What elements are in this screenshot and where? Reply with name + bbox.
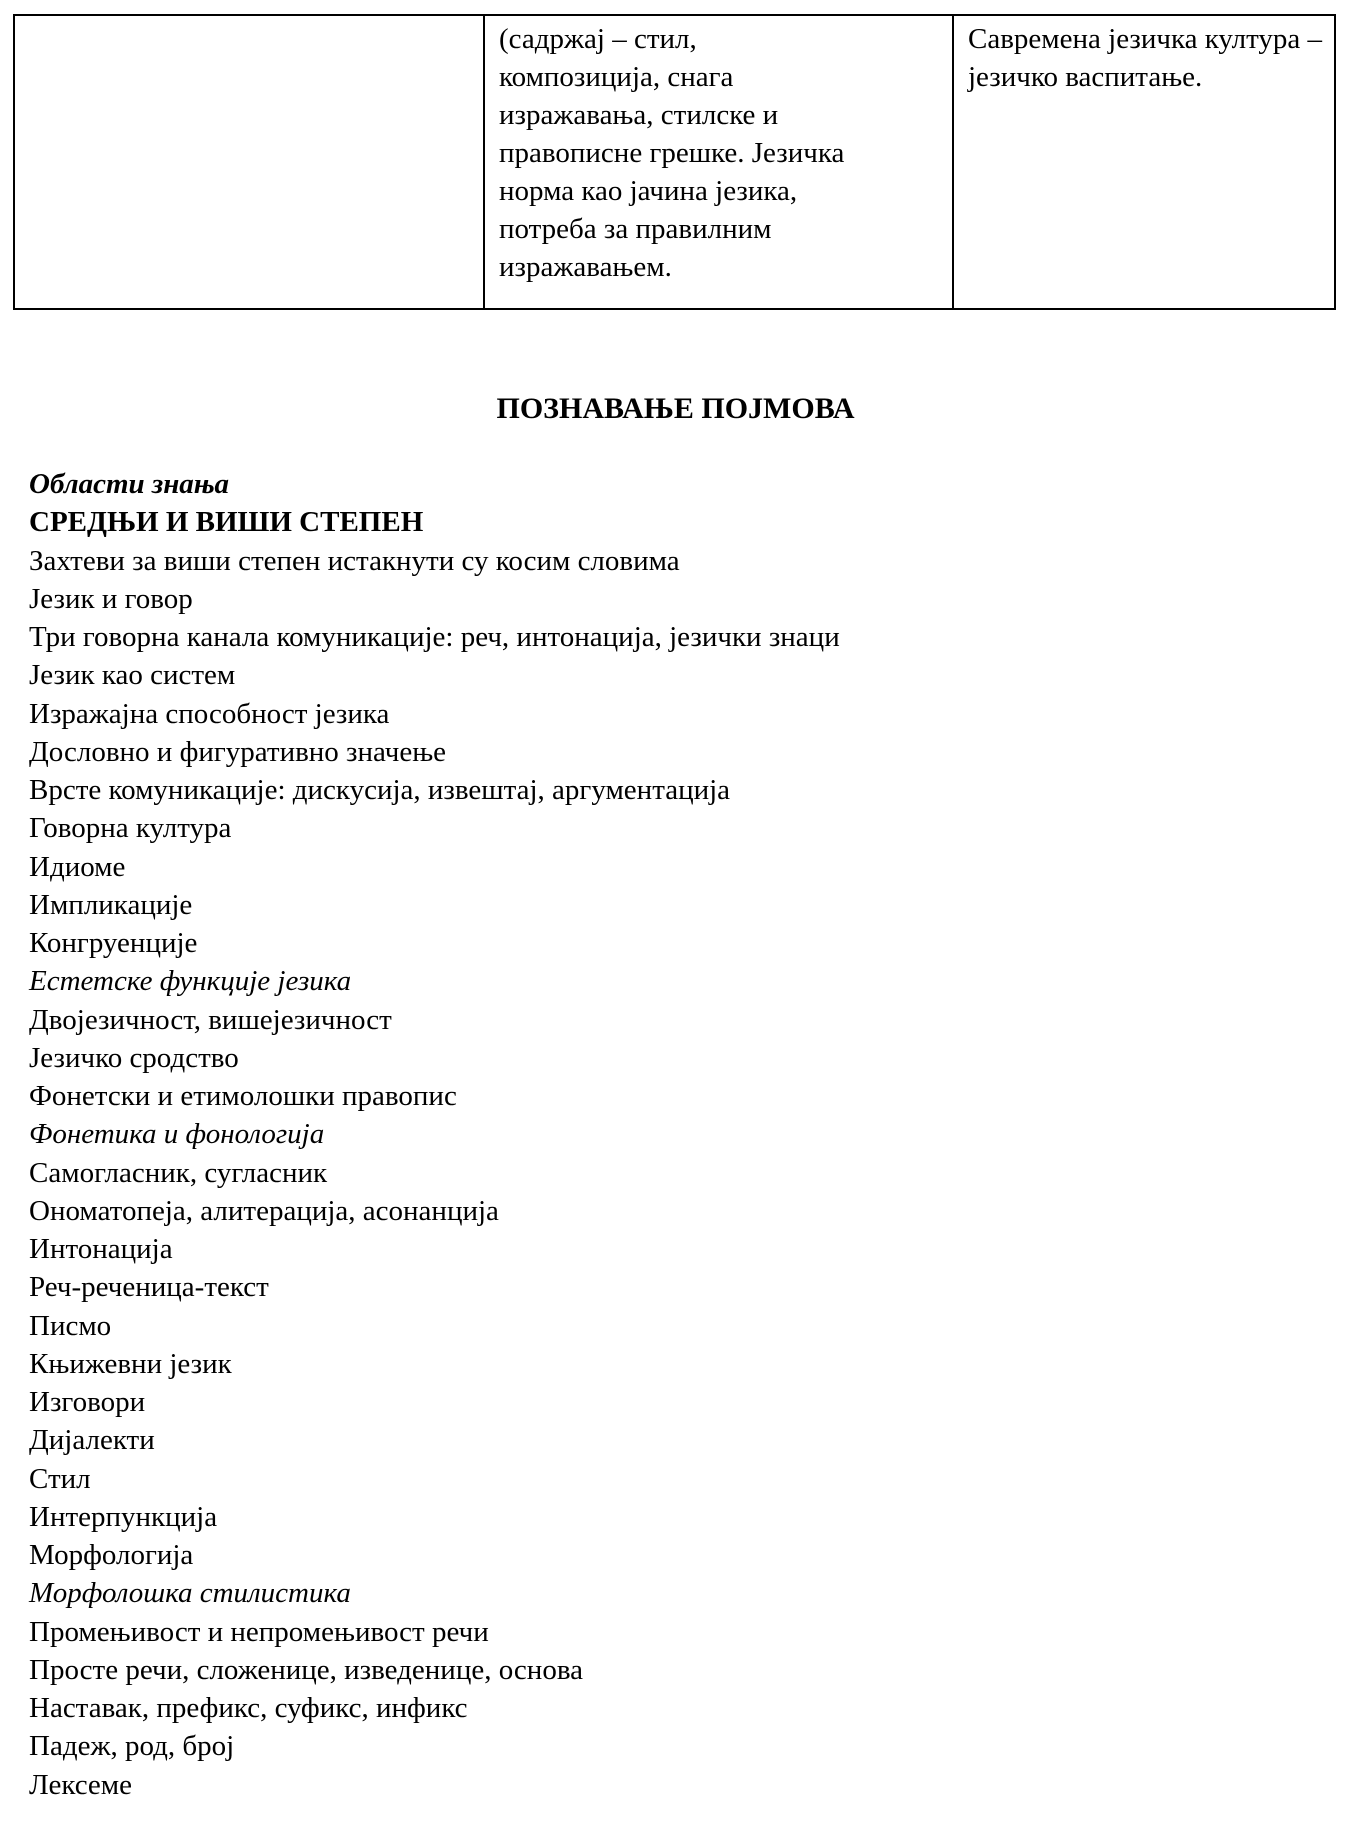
cell-text-line: Савремена језичка култура – — [968, 23, 1323, 55]
areas-heading: Области знања — [29, 468, 229, 500]
cell-text-line: (садржај – стил, — [499, 23, 697, 55]
list-item: Говорна култура — [29, 812, 232, 845]
cell-text-line: правописне грешке. Језичка — [499, 137, 845, 169]
list-item: Писмо — [29, 1309, 112, 1342]
table-row — [14, 15, 1335, 309]
list-item: Идиоме — [29, 850, 126, 883]
list-item: Захтеви за виши степен истакнути су косим словима — [29, 544, 680, 577]
cell-text-line: композиција, снага — [499, 61, 734, 93]
table-cell-content — [484, 15, 953, 309]
list-item: Изговори — [29, 1386, 146, 1418]
list-item: Самогласник, сугласник — [29, 1156, 328, 1189]
list-item: Језик као систем — [29, 659, 236, 692]
cell-text-line: изражавања, стилске и — [499, 99, 779, 131]
list-item: Дословно и фигуративно значење — [29, 735, 447, 768]
table-cell-goal — [953, 15, 1335, 309]
concepts-list — [29, 465, 1329, 1804]
list-item-advanced: Естетске функције језика — [29, 965, 352, 998]
table-cell-empty — [14, 15, 484, 309]
list-item: Двојезичност, вишејезичност — [29, 1003, 392, 1036]
list-item: Просте речи, сложенице, изведенице, основа — [29, 1653, 584, 1686]
list-item: Конгруенције — [29, 927, 198, 959]
syllabus-table — [13, 14, 1336, 310]
list-item: Интерпункција — [29, 1500, 218, 1533]
list-item: Морфологија — [29, 1539, 194, 1571]
list-item: Језичко сродство — [29, 1041, 239, 1074]
section-title: ПОЗНАВАЊЕ ПОЈМОВА — [496, 392, 855, 425]
list-item: Ономатопеја, алитерација, асонанција — [29, 1194, 499, 1227]
list-item: Три говорна канала комуникације: реч, интонација, језички знаци — [29, 621, 840, 653]
list-item: Стил — [29, 1462, 91, 1495]
list-item: Изражајна способност језика — [29, 697, 390, 730]
list-item: Фонетски и етимолошки правопис — [29, 1080, 457, 1112]
level-heading: СРЕДЊИ И ВИШИ СТЕПЕН — [29, 506, 424, 539]
list-item: Књижевни језик — [29, 1347, 232, 1380]
list-item: Падеж, род, број — [29, 1730, 235, 1763]
cell-text-line: потреба за правилним — [499, 213, 772, 245]
list-item: Промењивост и непромењивост речи — [29, 1615, 489, 1648]
list-item: Дијалекти — [29, 1424, 155, 1457]
list-item: Наставак, префикс, суфикс, инфикс — [29, 1692, 468, 1724]
list-item: Лексеме — [29, 1768, 133, 1801]
list-item: Реч-реченица-текст — [29, 1271, 269, 1304]
cell-text-line: норма као јачина језика, — [499, 175, 798, 207]
list-item: Импликације — [29, 888, 193, 921]
list-item: Интонација — [29, 1233, 173, 1265]
cell-text-line: језичко васпитање. — [968, 61, 1203, 93]
list-item-advanced: Фонетика и фонологија — [29, 1118, 325, 1151]
list-item-advanced: Морфолошка стилистика — [29, 1577, 351, 1610]
list-item: Језик и говор — [29, 582, 193, 615]
list-item: Врсте комуникације: дискусија, извештај, аргументација — [29, 774, 731, 806]
cell-text-line: изражавањем. — [499, 251, 672, 283]
